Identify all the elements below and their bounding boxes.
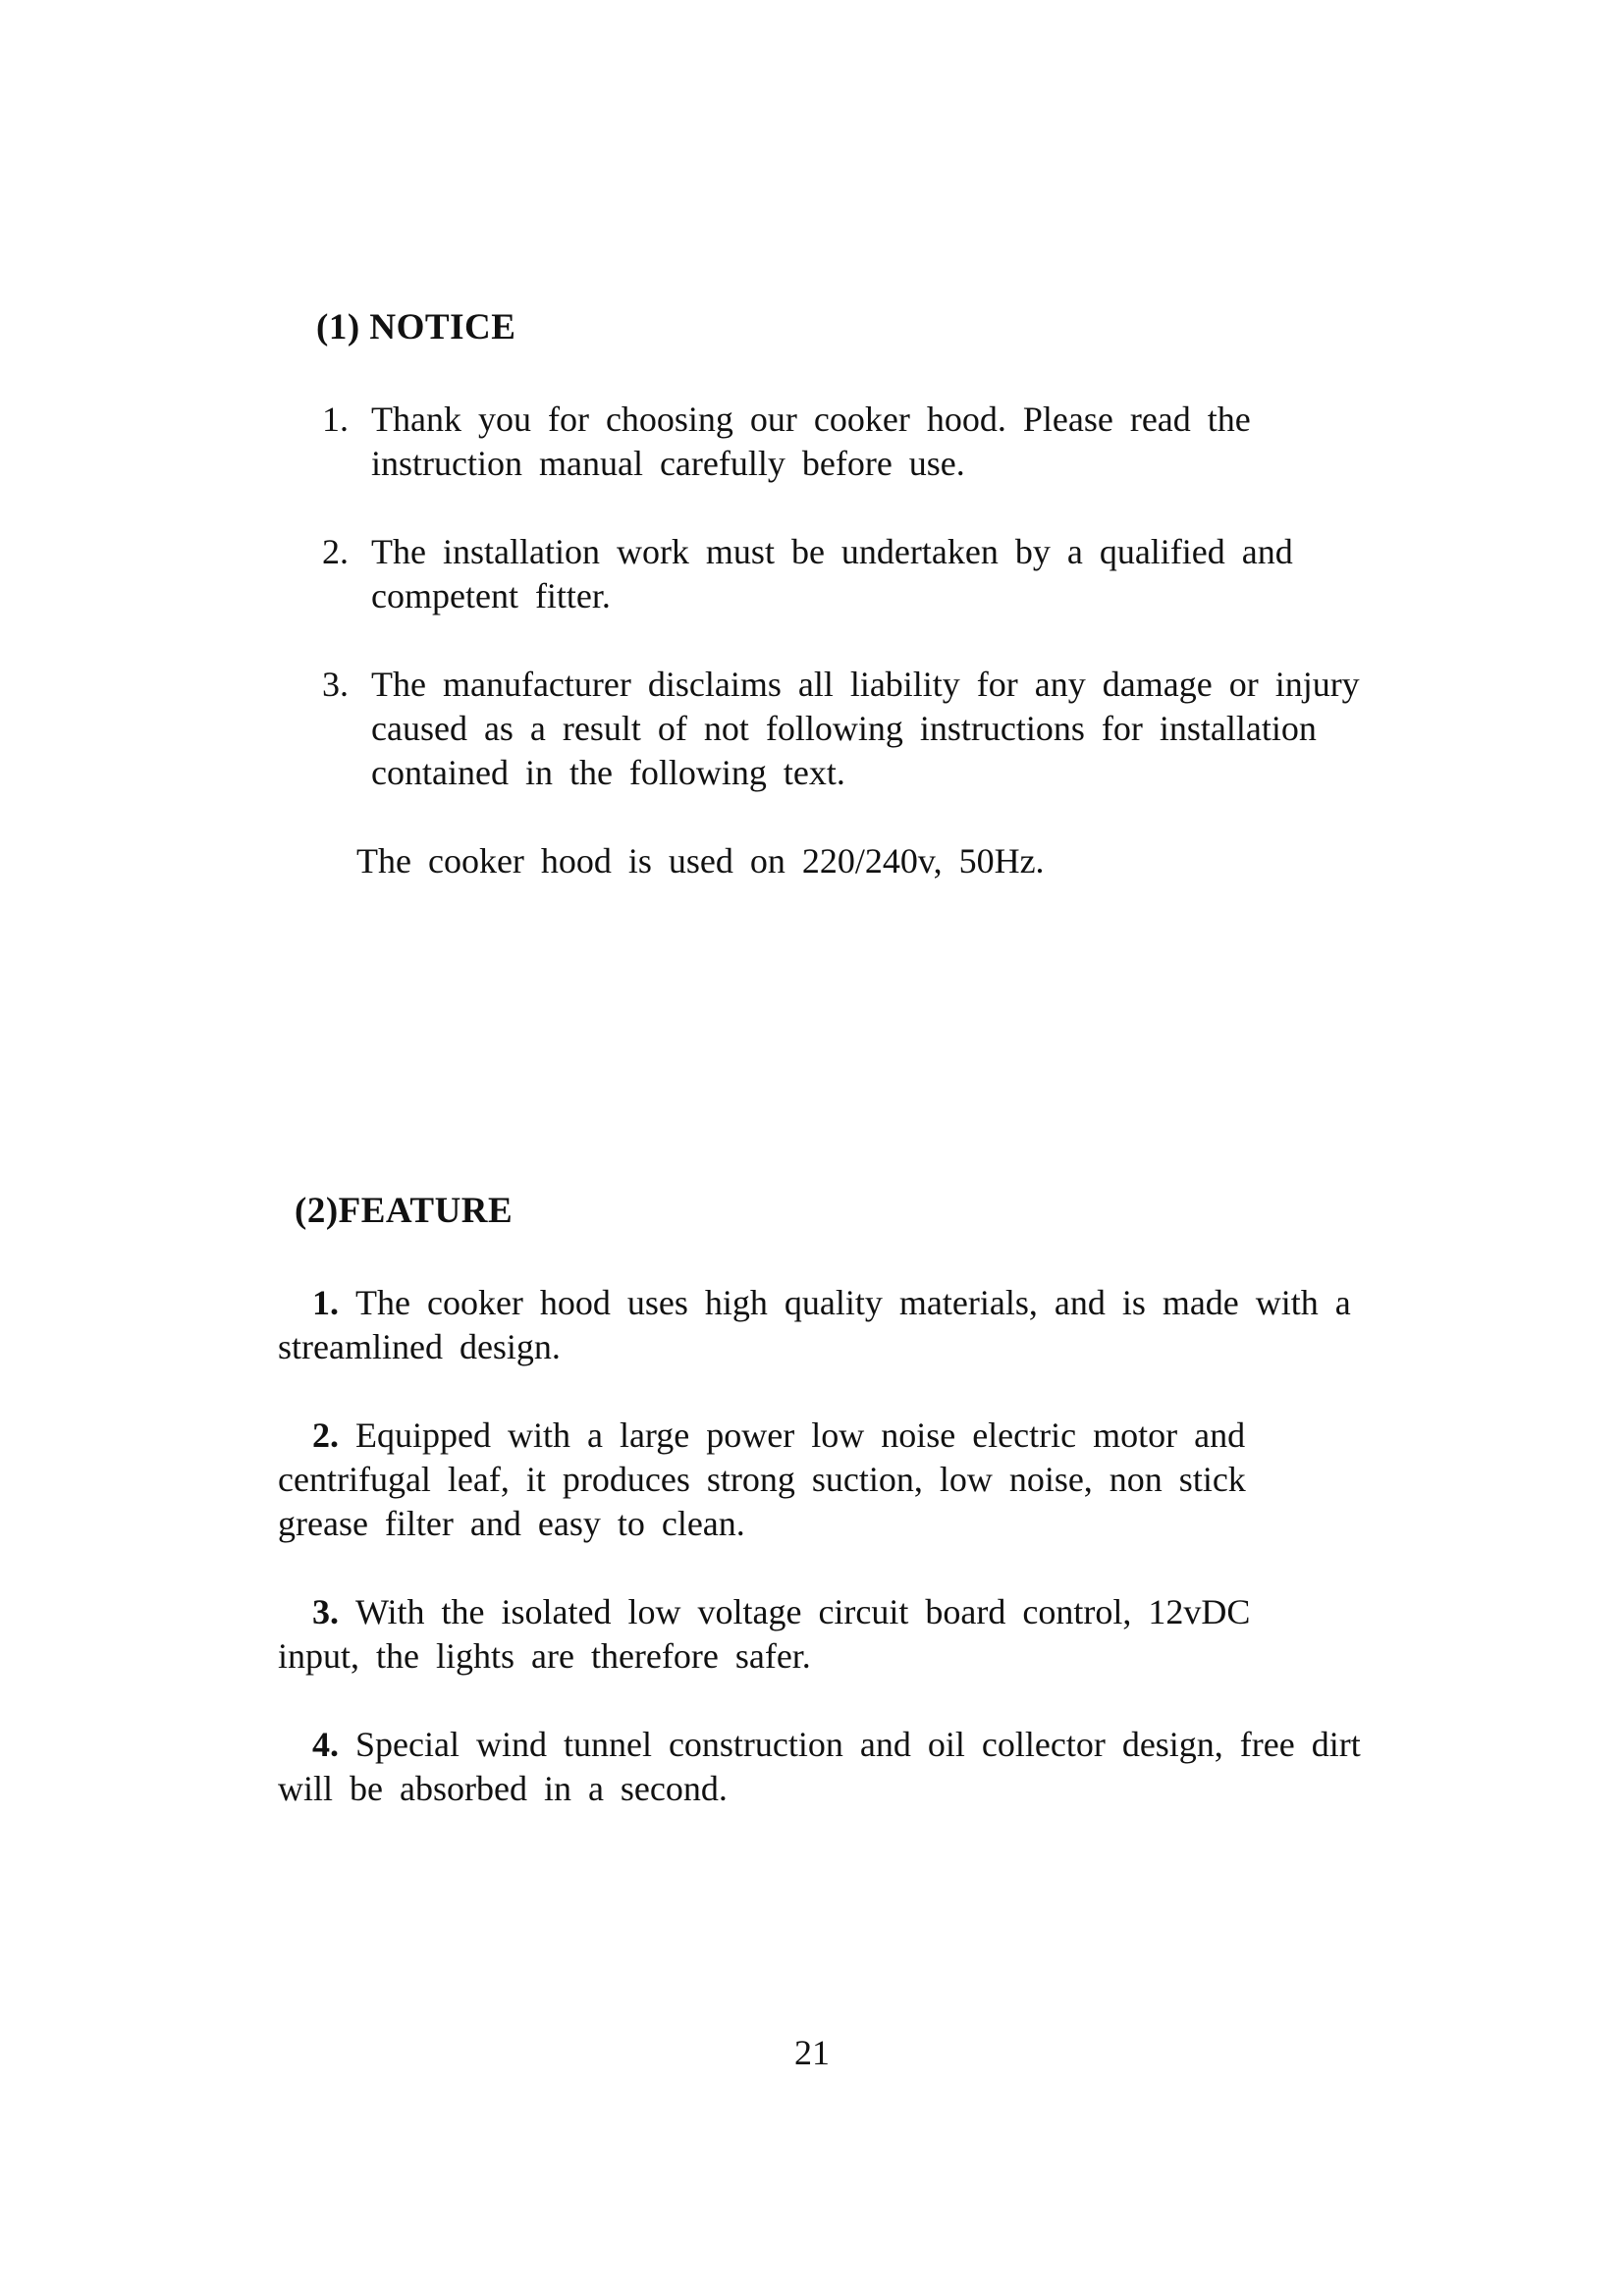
voltage-note: The cooker hood is used on 220/240v, 50Hz. <box>356 841 1045 881</box>
feature-item-number: 2. <box>312 1415 355 1455</box>
notice-item-text: Thank you for choosing our cooker hood. Please read the instruction manual carefully before use. <box>371 400 1251 483</box>
feature-item-4 <box>278 1723 1387 1811</box>
feature-item-3 <box>278 1590 1348 1679</box>
feature-item-number: 1. <box>312 1283 355 1322</box>
page-number: 21 <box>794 2033 830 2072</box>
feature-item-text: Special wind tunnel construction and oil collector design, free dirt will be absorbed in a second. <box>278 1725 1361 1808</box>
feature-item-text: Equipped with a large power low noise electric motor and centrifugal leaf, it produces strong suction, low noise, non stick grease filter and easy to clean. <box>278 1415 1246 1543</box>
notice-item-number: 2. <box>322 532 349 571</box>
notice-item-1 <box>322 398 1353 486</box>
notice-item-2 <box>322 530 1402 618</box>
feature-item-text: The cooker hood uses high quality materials, and is made with a streamlined design. <box>278 1283 1351 1366</box>
feature-item-2 <box>278 1414 1348 1546</box>
notice-heading: (1) NOTICE <box>316 307 516 347</box>
feature-item-1 <box>278 1281 1471 1369</box>
notice-item-text: The installation work must be undertaken by a qualified and competent fitter. <box>371 532 1293 615</box>
feature-heading: (2)FEATURE <box>295 1191 514 1231</box>
notice-item-text: The manufacturer disclaims all liability for any damage or injury caused as a result of not following instructions for installation contained in the following text. <box>371 665 1360 792</box>
feature-item-text: With the isolated low voltage circuit board control, 12vDC input, the lights are therefore safer. <box>278 1592 1251 1676</box>
feature-item-number: 4. <box>312 1725 355 1764</box>
notice-item-number: 1. <box>322 400 349 439</box>
feature-item-number: 3. <box>312 1592 355 1631</box>
notice-item-number: 3. <box>322 665 349 704</box>
notice-item-3 <box>322 663 1363 795</box>
